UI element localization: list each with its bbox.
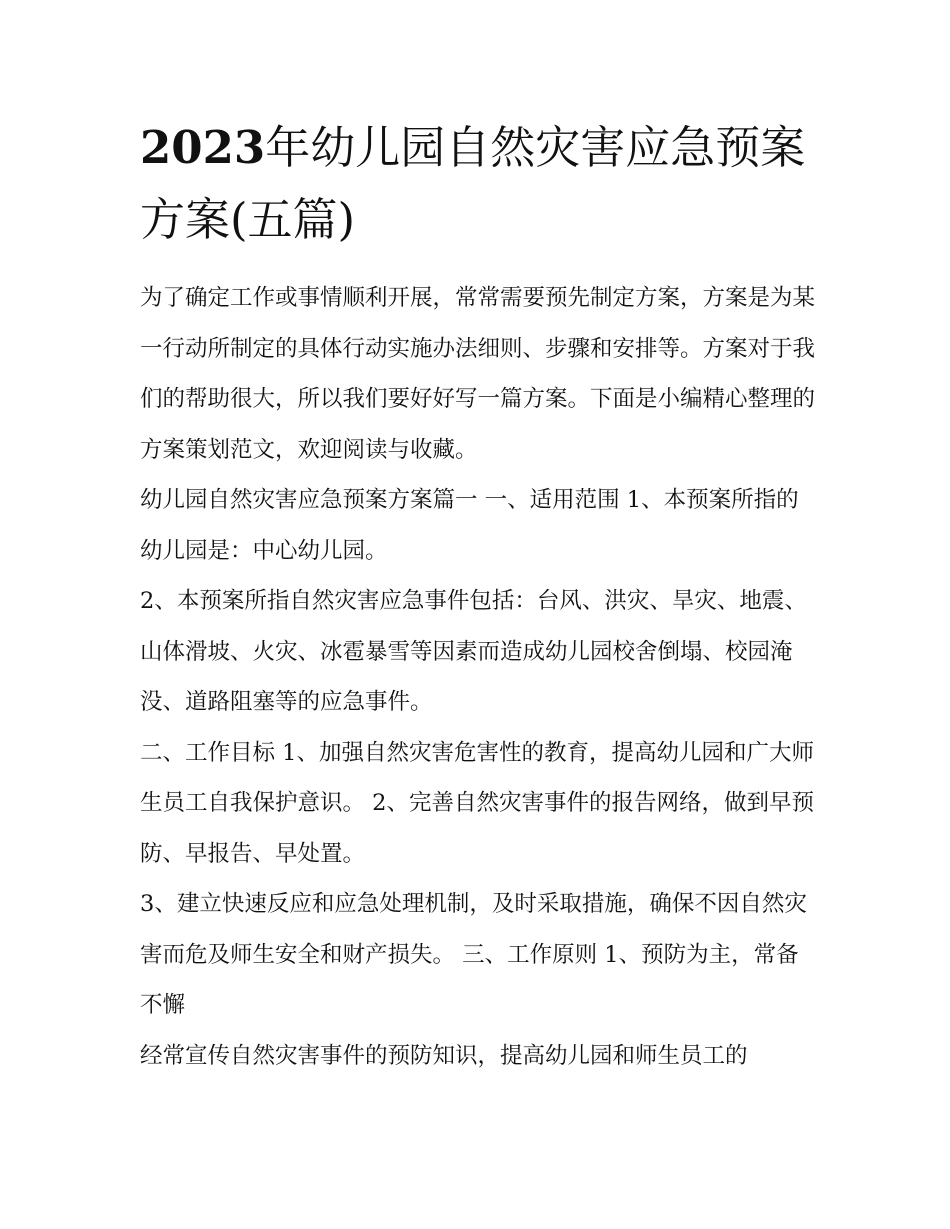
paragraph-prevention: 经常宣传自然灾害事件的预防知识，提高幼儿园和师生员工的 [140,1042,748,1069]
paragraph-events: 2、本预案所指自然灾害应急事件包括：台风、洪灾、旱灾、地震、山体滑坡、火灾、冰雹暴雪等因素而造成幼儿园校舍倒塌、校园淹没、道路阻塞等的应急事件。 [140,588,807,715]
document-body [140,273,820,1081]
paragraph-scope: 幼儿园自然灾害应急预案方案篇一 一、适用范围 1、本预案所指的幼儿园是：中心幼儿园。 [140,487,799,564]
title-text: 年幼儿园自然灾害应急预案方案(五篇) [140,121,806,246]
document-content [140,112,820,1081]
paragraph-mechanism: 3、建立快速反应和应急处理机制，及时采取措施，确保不因自然灾害而危及师生安全和财产损失。 三、工作原则 1、预防为主，常备不懈 [140,891,807,1018]
title-year: 2023 [140,121,266,174]
document-title [140,112,820,256]
paragraph-intro: 为了确定工作或事情顺利开展，常常需要预先制定方案，方案是为某一行动所制定的具体行动实施办法细则、步骤和安排等。方案对于我们的帮助很大，所以我们要好好写一篇方案。下面是小编精心整理的方案策划范文，欢迎阅读与收藏。 [140,285,816,463]
paragraph-goals: 二、工作目标 1、加强自然灾害危害性的教育，提高幼儿园和广大师生员工自我保护意识。 2、完善自然灾害事件的报告网络，做到早预防、早报告、早处置。 [140,739,814,867]
